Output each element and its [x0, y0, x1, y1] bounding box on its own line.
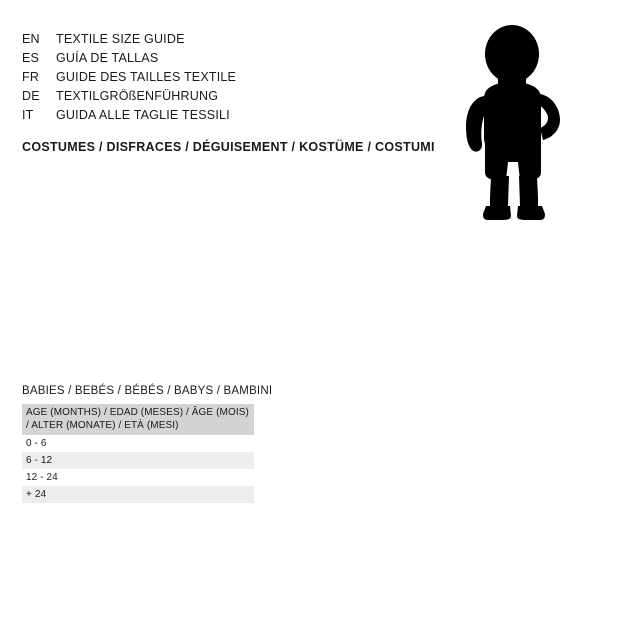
table-row: [22, 486, 254, 503]
language-text-de: TEXTILGRÖßENFÜHRUNG: [56, 89, 219, 103]
language-code-de: DE: [22, 89, 40, 103]
category-heading: COSTUMES / DISFRACES / DÉGUISEMENT / KOSTÜME / COSTUMI: [22, 140, 435, 154]
language-text-en: TEXTILE SIZE GUIDE: [56, 32, 185, 46]
table-row: [22, 469, 254, 486]
table-cell-age-1: 6 - 12: [22, 452, 254, 469]
table-row: [22, 435, 254, 452]
language-code-it: IT: [22, 108, 34, 122]
table-cell-age-2: 12 - 24: [22, 469, 254, 486]
language-code-es: ES: [22, 51, 40, 65]
table-row: [22, 452, 254, 469]
language-row-fr: [22, 68, 442, 87]
table-header-row: [22, 404, 254, 435]
table-cell-age-3: + 24: [22, 486, 254, 503]
table-title: BABIES / BEBÉS / BÉBÉS / BABYS / BAMBINI: [22, 385, 273, 397]
table-header-age: AGE (MONTHS) / EDAD (MESES) / ÂGE (MOIS) / ALTER (MONATE) / ETÀ (MESI): [22, 404, 254, 435]
language-code-fr: FR: [22, 70, 40, 84]
language-row-en: [22, 30, 442, 49]
language-code-en: EN: [22, 32, 40, 46]
language-row-es: [22, 49, 442, 68]
language-row-de: [22, 87, 442, 106]
size-table-section: [22, 385, 273, 503]
toddler-silhouette-icon: [440, 20, 600, 240]
language-text-it: GUIDA ALLE TAGLIE TESSILI: [56, 108, 230, 122]
language-list: [22, 30, 442, 125]
language-text-es: GUÍA DE TALLAS: [56, 51, 159, 65]
language-text-fr: GUIDE DES TAILLES TEXTILE: [56, 70, 237, 84]
table-cell-age-0: 0 - 6: [22, 435, 254, 452]
size-table: [22, 404, 254, 503]
language-row-it: [22, 106, 442, 125]
